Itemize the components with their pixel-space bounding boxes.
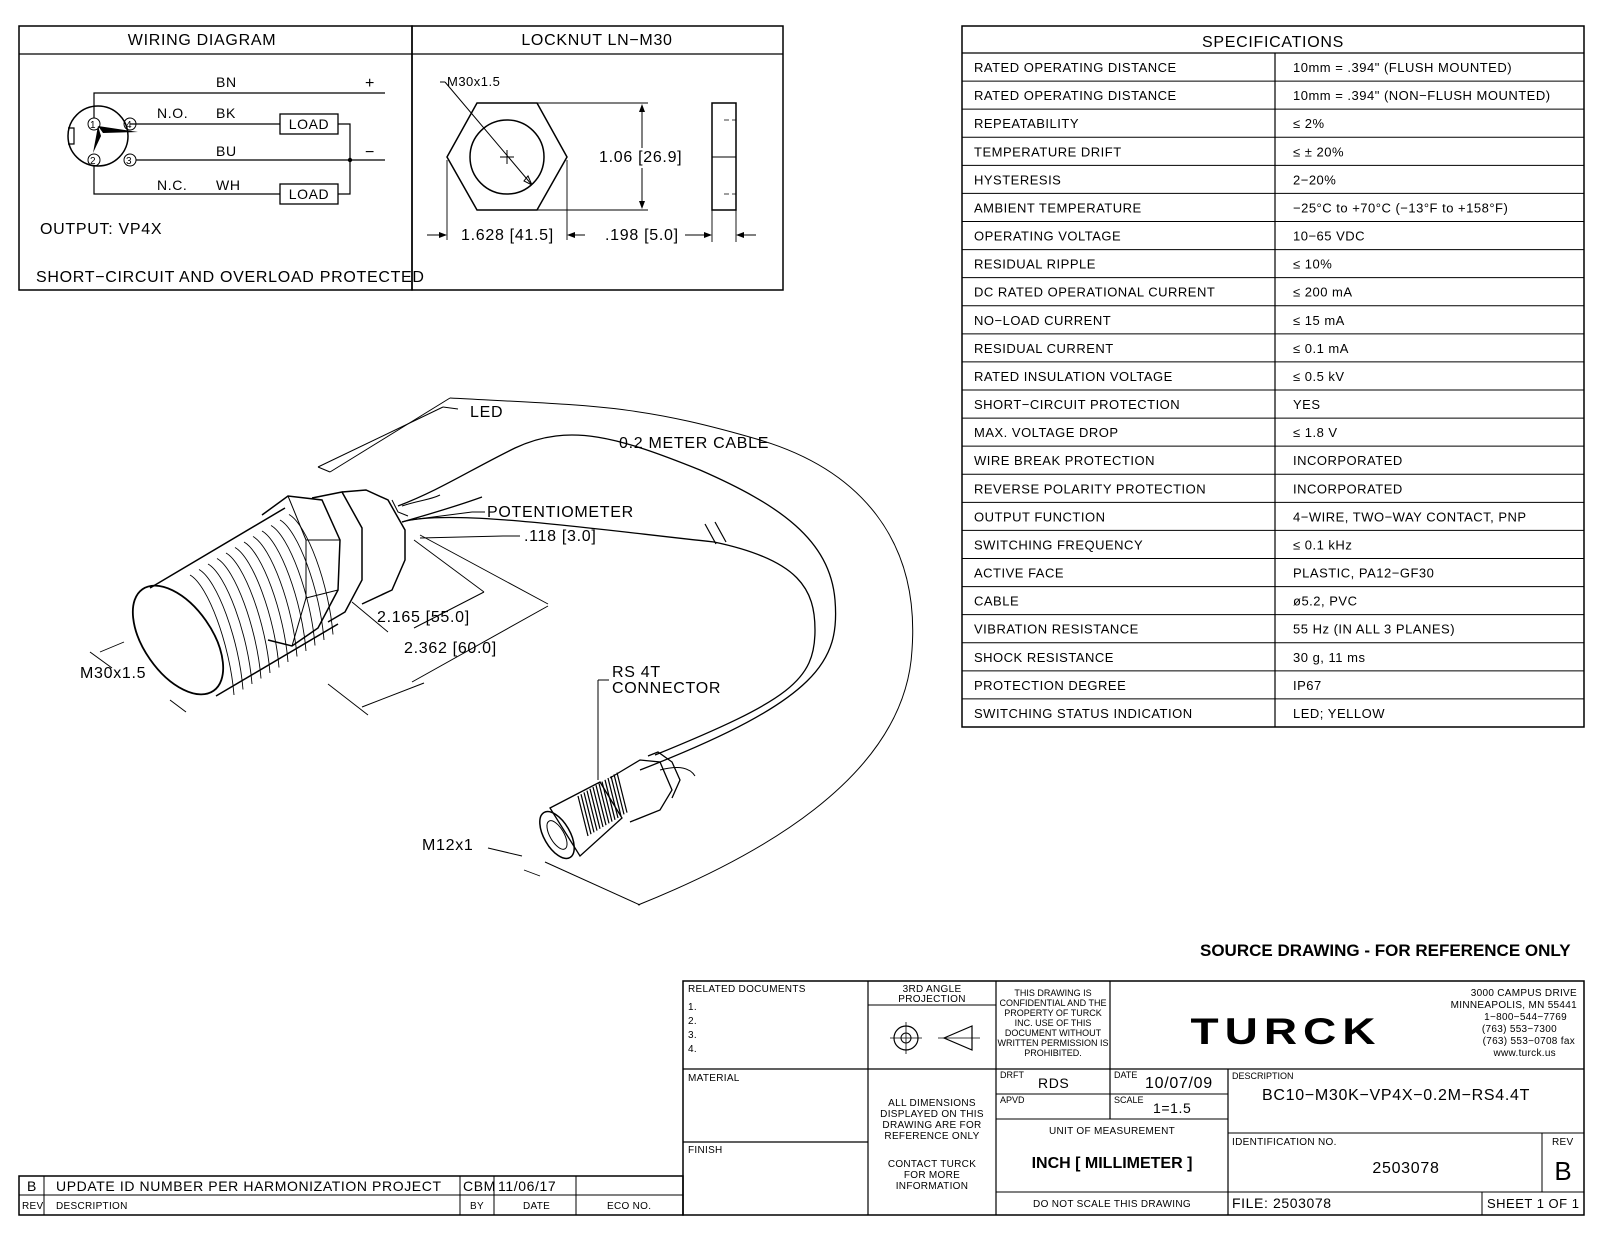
drafter-value: RDS xyxy=(1038,1075,1070,1091)
normally-open-label: N.O. xyxy=(157,105,189,121)
scale-value: 1=1.5 xyxy=(1153,1100,1192,1116)
title-block xyxy=(683,981,1584,1215)
confidential-line4: INC. USE OF THIS xyxy=(1014,1018,1092,1028)
file-name: FILE: 2503078 xyxy=(1232,1195,1332,1211)
confidential-line1: THIS DRAWING IS xyxy=(1014,988,1092,998)
dimensions-note-4: REFERENCE ONLY xyxy=(884,1131,980,1142)
spec-value: INCORPORATED xyxy=(1293,481,1403,497)
spec-label: REVERSE POLARITY PROTECTION xyxy=(974,481,1207,497)
revision-header-date: DATE xyxy=(523,1201,551,1212)
spec-label: OUTPUT FUNCTION xyxy=(974,509,1106,525)
spec-label: WIRE BREAK PROTECTION xyxy=(974,453,1155,469)
revision-block xyxy=(19,1176,683,1215)
spec-value: ≤ 2% xyxy=(1293,116,1325,132)
third-angle-projection-icon xyxy=(890,1022,980,1054)
rs4t-connector xyxy=(533,752,695,864)
spec-value: ≤ 200 mA xyxy=(1293,284,1353,300)
revision-header-eco: ECO NO. xyxy=(607,1201,652,1212)
pin-4-label: 4 xyxy=(126,120,132,131)
revision-row-description: UPDATE ID NUMBER PER HARMONIZATION PROJECT xyxy=(56,1178,442,1194)
date-value: 10/07/09 xyxy=(1145,1075,1213,1092)
locknut-thread-label: M30x1.5 xyxy=(447,74,501,89)
protection-note: SHORT−CIRCUIT AND OVERLOAD PROTECTED xyxy=(36,269,425,286)
spec-value: ≤ 0.1 mA xyxy=(1293,340,1349,356)
drafter-label: DRFT xyxy=(1000,1070,1024,1080)
revision-row-rev: B xyxy=(27,1178,37,1194)
contact-note-1: CONTACT TURCK xyxy=(887,1159,977,1170)
related-doc-4: 4. xyxy=(688,1044,697,1055)
revision-label: REV xyxy=(1552,1137,1574,1148)
finish-label: FINISH xyxy=(688,1145,723,1156)
date-label: DATE xyxy=(1114,1070,1138,1080)
spec-label: AMBIENT TEMPERATURE xyxy=(974,200,1142,216)
normally-closed-label: N.C. xyxy=(157,177,188,193)
revision-row-by: CBM xyxy=(463,1178,496,1194)
spec-value: ≤ 1.8 V xyxy=(1293,425,1338,441)
spec-value: 10−65 VDC xyxy=(1293,228,1366,244)
revision-header-description: DESCRIPTION xyxy=(56,1201,128,1212)
related-doc-2: 2. xyxy=(688,1016,697,1027)
revision-header-by: BY xyxy=(470,1201,484,1212)
turck-logo: TURCK xyxy=(1190,1010,1382,1052)
related-documents-label: RELATED DOCUMENTS xyxy=(688,984,806,995)
part-description: BC10−M30K−VP4X−0.2M−RS4.4T xyxy=(1262,1087,1531,1104)
spec-value: 30 g, 11 ms xyxy=(1293,649,1366,665)
spec-rows xyxy=(962,60,1584,721)
spec-value: INCORPORATED xyxy=(1293,453,1403,469)
thread-line xyxy=(190,575,234,695)
rs4t-callout-line1: RS 4T xyxy=(612,664,661,681)
spec-label: SHORT−CIRCUIT PROTECTION xyxy=(974,397,1181,413)
spec-label: RATED OPERATING DISTANCE xyxy=(974,60,1177,76)
address-line3: 1−800−544−7769 xyxy=(1484,1012,1567,1023)
spec-label: OPERATING VOLTAGE xyxy=(974,228,1122,244)
address-line2: MINNEAPOLIS, MN 55441 xyxy=(1450,1000,1577,1011)
sensor-isometric-drawing xyxy=(80,398,930,905)
projection-line2: PROJECTION xyxy=(898,994,966,1005)
related-doc-1: 1. xyxy=(688,1002,697,1013)
material-label: MATERIAL xyxy=(688,1073,740,1084)
locknut-thickness-dim: .198 [5.0] xyxy=(605,227,679,244)
scale-label: SCALE xyxy=(1114,1095,1144,1105)
locknut-width-dim: 1.628 [41.5] xyxy=(461,227,554,244)
spec-label: HYSTERESIS xyxy=(974,172,1062,188)
dimensions-note-1: ALL DIMENSIONS xyxy=(888,1098,976,1109)
description-label: DESCRIPTION xyxy=(1232,1071,1294,1081)
spec-label: NO−LOAD CURRENT xyxy=(974,312,1112,328)
dim-2165: 2.165 [55.0] xyxy=(377,609,470,626)
spec-value: 2−20% xyxy=(1293,172,1337,188)
spec-label: RATED INSULATION VOLTAGE xyxy=(974,368,1173,384)
locknut-title: LOCKNUT LN−M30 xyxy=(521,32,673,49)
m30-thread-callout: M30x1.5 xyxy=(80,665,147,682)
plus-terminal-label: + xyxy=(365,75,376,92)
wire-bn-label: BN xyxy=(216,74,237,90)
spec-label: TEMPERATURE DRIFT xyxy=(974,144,1122,160)
address-line4: (763) 553−7300 xyxy=(1481,1024,1557,1035)
spec-label: ACTIVE FACE xyxy=(974,565,1065,581)
thread-lines xyxy=(190,515,333,696)
wiring-diagram-panel xyxy=(19,26,425,290)
spec-label: SWITCHING STATUS INDICATION xyxy=(974,705,1193,721)
locknut-height-dim: 1.06 [26.9] xyxy=(599,149,683,166)
identification-label: IDENTIFICATION NO. xyxy=(1232,1137,1337,1148)
pin-2-label: 2 xyxy=(90,156,96,167)
dim-118: .118 [3.0] xyxy=(524,528,597,545)
revision-header-rev: REV xyxy=(22,1201,44,1212)
spec-label: RATED OPERATING DISTANCE xyxy=(974,88,1177,104)
spec-label: SWITCHING FREQUENCY xyxy=(974,537,1144,553)
unit-of-measurement-label: UNIT OF MEASUREMENT xyxy=(1048,1126,1176,1137)
load-2-label: LOAD xyxy=(288,186,330,202)
dimensions-note-2: DISPLAYED ON THIS xyxy=(880,1109,984,1120)
address-line1: 3000 CAMPUS DRIVE xyxy=(1470,988,1577,999)
address-line5: (763) 553−0708 fax xyxy=(1482,1036,1575,1047)
revision-row-date: 11/06/17 xyxy=(498,1178,557,1194)
spec-value: 10mm = .394" (FLUSH MOUNTED) xyxy=(1293,60,1513,76)
spec-value: ø5.2, PVC xyxy=(1293,593,1358,609)
unit-of-measurement-value: INCH [ MILLIMETER ] xyxy=(1031,1155,1193,1172)
spec-value: ≤ 0.5 kV xyxy=(1293,368,1345,384)
spec-value: IP67 xyxy=(1293,677,1322,693)
source-drawing-note: SOURCE DRAWING - FOR REFERENCE ONLY xyxy=(1200,941,1571,960)
sensor-threaded-body xyxy=(115,508,338,710)
spec-value: PLASTIC, PA12−GF30 xyxy=(1293,565,1435,581)
pin-1-label: 1 xyxy=(90,120,96,131)
confidential-line3: PROPERTY OF TURCK xyxy=(1004,1008,1102,1018)
spec-value: YES xyxy=(1293,397,1321,413)
wiring-diagram-title: WIRING DIAGRAM xyxy=(127,32,277,49)
wire-bu-label: BU xyxy=(216,143,237,159)
output-type-label: OUTPUT: VP4X xyxy=(40,221,163,238)
dimensions-note-3: DRAWING ARE FOR xyxy=(882,1120,982,1131)
spec-value: 10mm = .394" (NON−FLUSH MOUNTED) xyxy=(1293,88,1551,104)
spec-label: RESIDUAL RIPPLE xyxy=(974,256,1096,272)
spec-value: ≤ 10% xyxy=(1293,256,1333,272)
rs4t-callout-line2: CONNECTOR xyxy=(612,680,722,697)
confidential-line2: CONFIDENTIAL AND THE xyxy=(999,998,1107,1008)
spec-value: 4−WIRE, TWO−WAY CONTACT, PNP xyxy=(1293,509,1527,525)
address-line6: www.turck.us xyxy=(1493,1048,1556,1059)
minus-terminal-label: − xyxy=(365,144,376,161)
spec-label: MAX. VOLTAGE DROP xyxy=(974,425,1119,441)
pin-3-label: 3 xyxy=(126,156,132,167)
specifications-table xyxy=(962,26,1584,727)
locknut-side-view xyxy=(685,103,756,242)
sheet-number: SHEET 1 OF 1 xyxy=(1487,1196,1580,1211)
approved-label: APVD xyxy=(1000,1095,1025,1105)
do-not-scale-note: DO NOT SCALE THIS DRAWING xyxy=(1033,1199,1191,1210)
spec-label: SHOCK RESISTANCE xyxy=(974,649,1114,665)
spec-value: −25°C to +70°C (−13°F to +158°F) xyxy=(1293,200,1509,216)
led-callout: LED xyxy=(470,404,504,421)
wire-wh-label: WH xyxy=(216,177,241,193)
contact-note-2: FOR MORE xyxy=(903,1170,961,1181)
load-1-label: LOAD xyxy=(288,116,330,132)
specifications-title: SPECIFICATIONS xyxy=(1202,34,1344,51)
wire-bk-label: BK xyxy=(216,105,236,121)
spec-value: LED; YELLOW xyxy=(1293,705,1385,721)
spec-label: CABLE xyxy=(974,593,1020,609)
connector-face-icon xyxy=(68,106,138,167)
dim-2362: 2.362 [60.0] xyxy=(404,640,497,657)
spec-value: ≤ 0.1 kHz xyxy=(1293,537,1353,553)
confidential-line6: WRITTEN PERMISSION IS xyxy=(997,1038,1109,1048)
spec-label: RESIDUAL CURRENT xyxy=(974,340,1114,356)
confidential-line5: DOCUMENT WITHOUT xyxy=(1004,1028,1102,1038)
spec-label: PROTECTION DEGREE xyxy=(974,677,1127,693)
spec-value: 55 Hz (IN ALL 3 PLANES) xyxy=(1293,621,1456,637)
revision-value: B xyxy=(1554,1156,1572,1186)
identification-number: 2503078 xyxy=(1372,1160,1440,1177)
spec-label: REPEATABILITY xyxy=(974,116,1079,132)
spec-label: DC RATED OPERATIONAL CURRENT xyxy=(974,284,1216,300)
m12-thread-callout: M12x1 xyxy=(422,837,474,854)
cable-length-callout: 0.2 METER CABLE xyxy=(619,435,770,452)
connector-knurl xyxy=(578,773,627,836)
confidential-line7: PROHIBITED. xyxy=(1024,1048,1082,1058)
spec-value: ≤ 15 mA xyxy=(1293,312,1345,328)
contact-note-3: INFORMATION xyxy=(895,1181,969,1192)
potentiometer-callout: POTENTIOMETER xyxy=(487,504,634,521)
related-doc-3: 3. xyxy=(688,1030,697,1041)
spec-label: VIBRATION RESISTANCE xyxy=(974,621,1139,637)
projection-line1: 3RD ANGLE xyxy=(902,984,962,995)
spec-value: ≤ ± 20% xyxy=(1293,144,1345,160)
locknut-panel xyxy=(412,26,783,290)
